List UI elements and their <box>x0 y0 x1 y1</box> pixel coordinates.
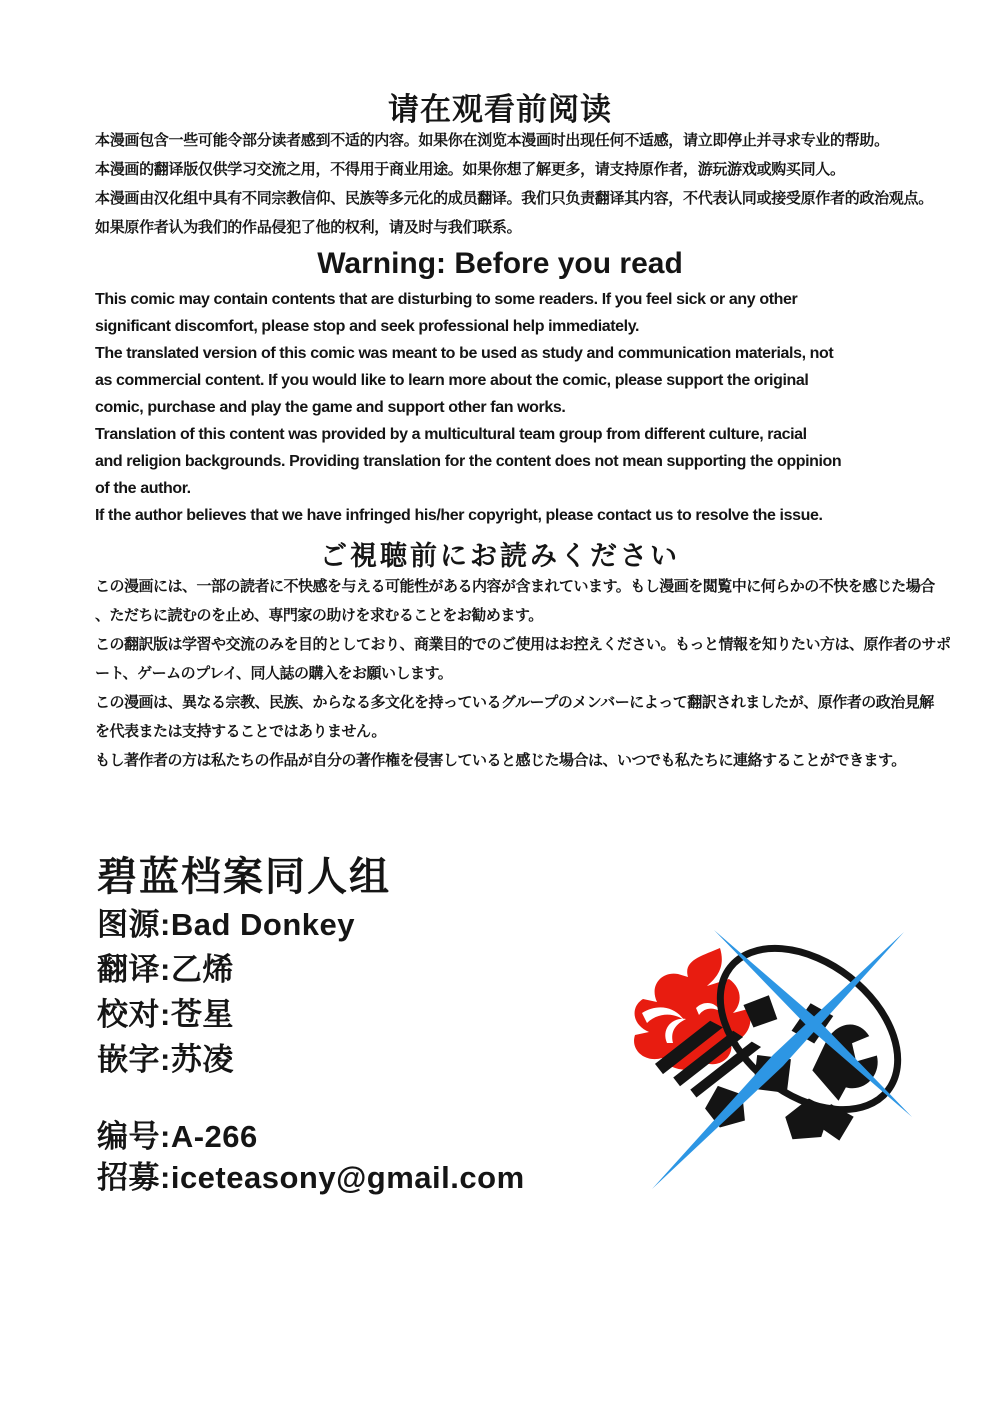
text-line: もし著作者の方は私たちの作品が自分の著作権を侵害していると感じた場合は、いつでも私たちに連絡することができます。 <box>95 752 906 769</box>
credit-name: 乙烯 <box>170 952 234 987</box>
text-line: 如果原作者认为我们的作品侵犯了他的权利，请及时与我们联系。 <box>95 219 522 236</box>
text-line: If the author believes that we have infringed his/her copyright, please contact us to resolve the issue. <box>95 507 823 524</box>
credit-row-proofreader <box>97 992 355 1037</box>
recruit-email: iceteasony@gmail.com <box>170 1160 525 1195</box>
text-line: 、ただちに読むのを止め、専門家の助けを求むることをお勧めます。 <box>95 607 543 624</box>
text-line: 本漫画的翻译版仅供学习交流之用，不得用于商业用途。如果你想了解更多，请支持原作者，游玩游戏或购买同人。 <box>95 161 845 178</box>
warning-body-english <box>95 286 905 529</box>
serial-number-row <box>97 1116 258 1157</box>
recruit-row <box>97 1157 525 1198</box>
text-line: Translation of this content was provided by a multicultural team group from different culture, racial <box>95 426 807 443</box>
credit-role: 校对: <box>97 997 171 1032</box>
group-logo-graphic <box>612 912 932 1204</box>
text-line: ート、ゲームのプレイ、同人誌の購入をお願いします。 <box>95 665 453 682</box>
text-line: この漫画には、一部の読者に不快感を与える可能性がある内容が含まれています。もし漫画を閲覧中に何らかの不快を感じた場合 <box>95 578 935 595</box>
group-name: 碧蓝档案同人组 <box>97 855 391 899</box>
credit-list <box>97 902 355 1082</box>
group-logo <box>612 912 932 1204</box>
text-line: この翻訳版は学習や交流のみを目的としており、商業目的でのご使用はお控えください。もっと情報を知りたい方は、原作者のサポ <box>95 636 951 653</box>
warning-body-chinese <box>95 126 933 242</box>
credit-role: 嵌字: <box>97 1042 171 1077</box>
text-line: The translated version of this comic was meant to be used as study and communication materials, not <box>95 345 834 362</box>
text-line: of the author. <box>95 480 191 497</box>
text-line: significant discomfort, please stop and seek professional help immediately. <box>95 318 640 335</box>
credit-name: 苍星 <box>170 997 234 1032</box>
text-line: 本漫画包含一些可能令部分读者感到不适的内容。如果你在浏览本漫画时出现任何不适感，请立即停止并寻求专业的帮助。 <box>95 132 889 149</box>
warning-title-english: Warning: Before you read <box>317 247 683 280</box>
text-line: as commercial content. If you would like to learn more about the comic, please support the original <box>95 372 809 389</box>
warning-body-japanese <box>95 572 951 775</box>
serial-value: A-266 <box>170 1119 258 1154</box>
recruit-label: 招募: <box>97 1160 171 1195</box>
text-line: を代表または支持することではありません。 <box>95 723 386 740</box>
text-line: 本漫画由汉化组中具有不同宗教信仰、民族等多元化的成员翻译。我们只负责翻译其内容，不代表认同或接受原作者的政治观点。 <box>95 190 933 207</box>
credit-role: 翻译: <box>97 952 171 987</box>
credit-name: 苏凌 <box>170 1042 234 1077</box>
serial-label: 编号: <box>97 1119 171 1154</box>
credit-row-translator <box>97 947 355 992</box>
credit-name: Bad Donkey <box>170 907 355 942</box>
credit-role: 图源: <box>97 907 171 942</box>
credit-row-typesetter <box>97 1037 355 1082</box>
text-line: and religion backgrounds. Providing translation for the content does not mean supporting the oppinion <box>95 453 842 470</box>
text-line: この漫画は、異なる宗教、民族、からなる多文化を持っているグループのメンバーによって翻訳されましたが、原作者の政治見解 <box>95 694 934 711</box>
warning-title-japanese: ご視聴前にお読みください <box>320 541 680 571</box>
credit-row-source <box>97 902 355 947</box>
text-line: comic, purchase and play the game and support other fan works. <box>95 399 566 416</box>
warning-title-chinese: 请在观看前阅读 <box>388 92 612 127</box>
text-line: This comic may contain contents that are disturbing to some readers. If you feel sick or any other <box>95 291 798 308</box>
